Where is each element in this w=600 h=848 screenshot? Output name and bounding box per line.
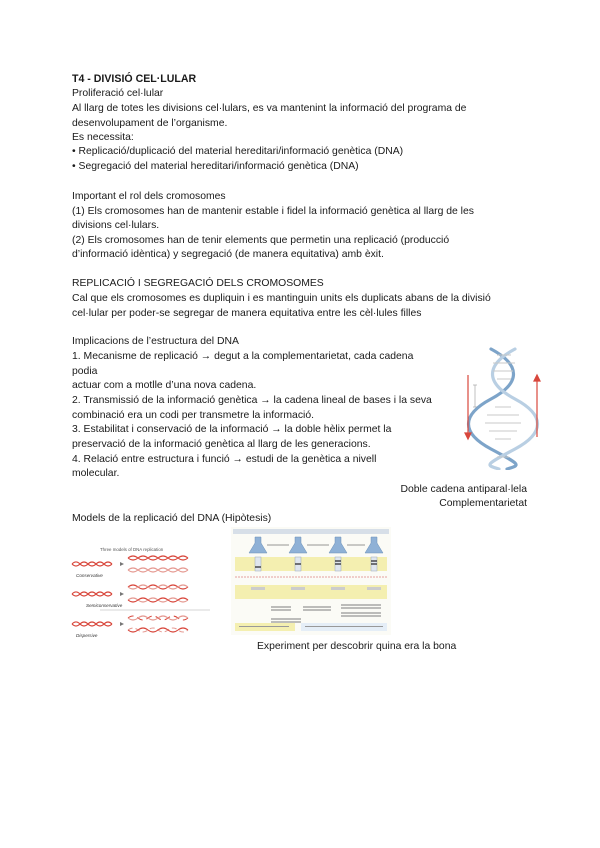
section-heading: Implicacions de l’estructura del DNA (72, 336, 239, 347)
helix-caption: Doble cadena antiparal·lela (400, 484, 527, 495)
implication-line: actuar com a motlle d’una nova cadena. (72, 380, 257, 391)
implication-line: molecular. (72, 468, 120, 479)
paragraph-line: cel·lular per poder-se segregar de manera equitativa entre les cèl·lules filles (72, 308, 422, 319)
paragraph-line: (1) Els cromosomes han de mantenir estable i fidel la informació genètica al llarg de les (72, 206, 474, 217)
implication-line: podia (72, 366, 98, 377)
implication-line: combinació era un codi per transmetre la informació. (72, 410, 314, 421)
section-heading: Models de la replicació del DNA (Hipòtesis) (72, 513, 272, 524)
intro-line: Es necessita: (72, 132, 134, 143)
paragraph-line: d’informació idèntica) y segregació (de manera equitativa) amb èxit. (72, 249, 384, 260)
intro-line: Al llarg de totes les divisions cel·lulars, es va mantenint la informació del programa de (72, 103, 467, 114)
paragraph-line: Cal que els cromosomes es dupliquin i es mantinguin units els duplicats abans de la divisió (72, 293, 491, 304)
experiment-figure (231, 527, 391, 635)
bullet-item: • Replicació/duplicació del material hereditari/informació genètica (DNA) (72, 146, 404, 157)
intro-heading: Proliferació cel·lular (72, 88, 164, 99)
implication-line: 4. Relació entre estructura i funció → estudi de la genètica a nivell (72, 454, 377, 465)
experiment-caption: Experiment per descobrir quina era la bona (257, 641, 457, 652)
intro-line: desenvolupament de l’organisme. (72, 118, 228, 129)
implication-line: preservació de la informació genètica al llarg de les generacions. (72, 439, 371, 450)
doc-title: T4 - DIVISIÓ CEL·LULAR (72, 73, 197, 85)
section-heading: Important el rol dels cromosomes (72, 191, 226, 202)
models-figure-title: Three models of DNA replication (100, 547, 164, 552)
bullet-item: • Segregació del material hereditari/informació genètica (DNA) (72, 161, 359, 172)
implication-line: 3. Estabilitat i conservació de la informació → la doble hèlix permet la (72, 424, 392, 435)
section-heading: REPLICACIÓ I SEGREGACIÓ DELS CROMOSOMES (72, 278, 324, 289)
helix-caption: Complementarietat (439, 498, 527, 509)
paragraph-line: (2) Els cromosomes han de tenir elements que permetin una replicació (producció (72, 235, 450, 246)
implication-line: 1. Mecanisme de replicació → degut a la complementarietat, cada cadena (72, 351, 414, 362)
label-semiconservative: Semiconservative (86, 603, 123, 608)
replication-models-figure (70, 540, 220, 638)
paragraph-line: divisions cel·lulars. (72, 220, 160, 231)
label-conservative: Conservative (76, 573, 103, 578)
implication-line: 2. Transmissió de la informació genètica → la cadena lineal de bases i la seva (72, 395, 432, 406)
label-dispersive: Dispersive (76, 633, 98, 638)
dna-helix-figure (463, 345, 543, 470)
